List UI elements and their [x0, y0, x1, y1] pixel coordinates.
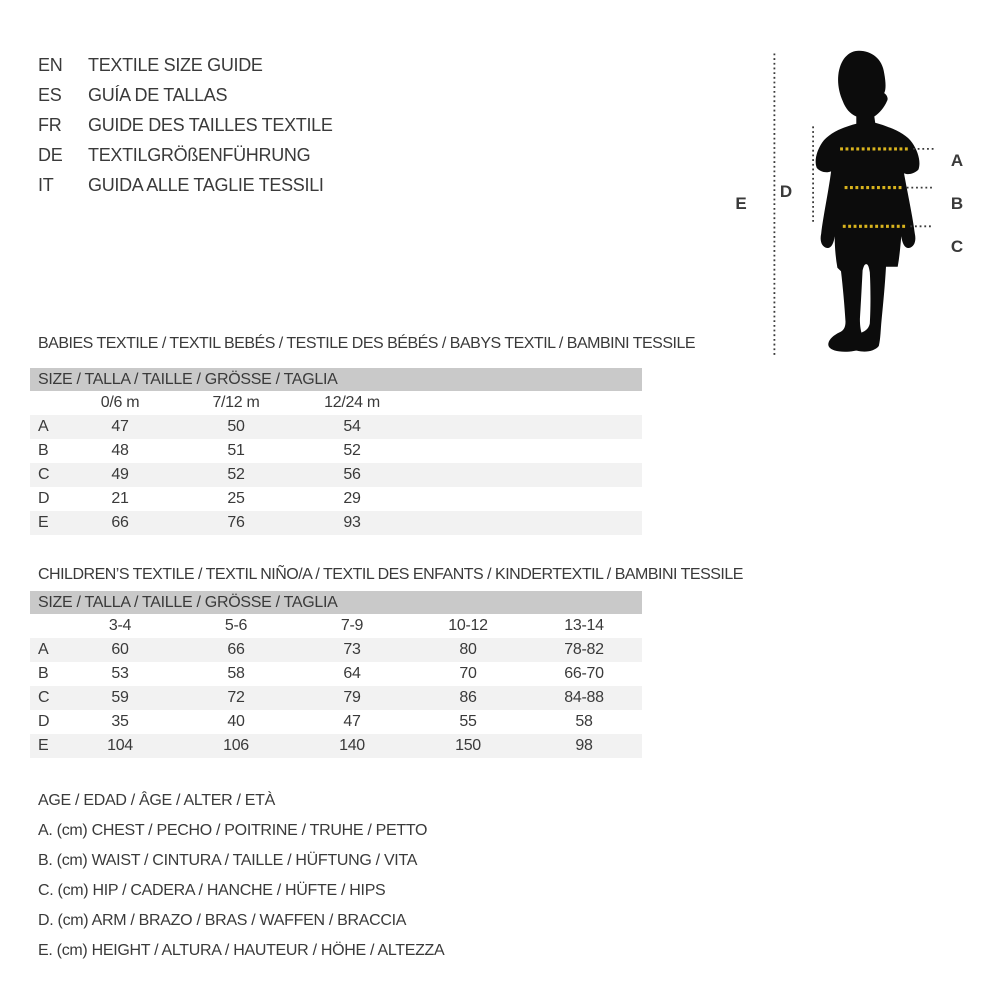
table-cell: 80 — [459, 641, 477, 658]
legend-line-arm: D. (cm) ARM / BRAZO / BRAS / WAFFEN / BRACCIA — [38, 912, 407, 929]
babies-column-header-row — [30, 391, 642, 415]
table-row — [30, 439, 642, 463]
column-header: 0/6 m — [100, 394, 140, 411]
table-row — [30, 734, 642, 758]
babies-section-title: BABIES TEXTILE / TEXTIL BEBÉS / TESTILE DES BÉBÉS / BABYS TEXTIL / BAMBINI TESSILE — [38, 335, 696, 352]
row-label: B — [38, 442, 49, 459]
language-row — [38, 50, 333, 80]
row-label: A — [38, 641, 49, 658]
column-header: 12/24 m — [324, 394, 380, 411]
children-column-header-row — [30, 614, 642, 638]
table-cell: 48 — [111, 442, 129, 459]
table-cell: 29 — [343, 490, 361, 507]
table-row — [30, 662, 642, 686]
babies-size-header-bar: SIZE / TALLA / TAILLE / GRÖSSE / TAGLIA — [30, 368, 642, 391]
language-row — [38, 80, 333, 110]
measure-label-b: B — [950, 194, 964, 213]
table-cell: 40 — [227, 713, 245, 730]
table-cell: 51 — [227, 442, 245, 459]
legend-line-hip: C. (cm) HIP / CADERA / HANCHE / HÜFTE / HIPS — [38, 882, 386, 899]
table-cell: 47 — [111, 418, 129, 435]
measure-label-c: C — [950, 237, 964, 256]
row-label: E — [38, 514, 49, 531]
table-cell: 59 — [111, 689, 129, 706]
table-cell: 84-88 — [564, 689, 604, 706]
table-cell: 70 — [459, 665, 477, 682]
table-cell: 52 — [227, 466, 245, 483]
table-cell: 66 — [111, 514, 129, 531]
table-cell: 25 — [227, 490, 245, 507]
children-section-title: CHILDREN’S TEXTILE / TEXTIL NIÑO/A / TEXTIL DES ENFANTS / KINDERTEXTIL / BAMBINI TESSILE — [38, 566, 743, 583]
language-code: ES — [38, 84, 62, 105]
language-code: DE — [38, 144, 63, 165]
row-label: B — [38, 665, 49, 682]
language-title-list — [38, 50, 333, 200]
legend-line-height: E. (cm) HEIGHT / ALTURA / HAUTEUR / HÖHE / ALTEZZA — [38, 942, 445, 959]
table-cell: 66 — [227, 641, 245, 658]
table-cell: 64 — [343, 665, 361, 682]
table-cell: 106 — [223, 737, 249, 754]
language-code: FR — [38, 114, 62, 135]
table-cell: 21 — [111, 490, 129, 507]
row-label: C — [38, 466, 50, 483]
legend-line-age: AGE / EDAD / ÂGE / ALTER / ETÀ — [38, 792, 275, 809]
measurement-legend — [38, 786, 444, 966]
table-row — [30, 710, 642, 734]
table-cell: 58 — [575, 713, 593, 730]
legend-line-waist: B. (cm) WAIST / CINTURA / TAILLE / HÜFTUNG / VITA — [38, 852, 418, 869]
guide-title: GUIDA ALLE TAGLIE TESSILI — [88, 174, 324, 195]
guide-title: GUÍA DE TALLAS — [88, 84, 228, 105]
table-cell: 73 — [343, 641, 361, 658]
table-row — [30, 511, 642, 535]
legend-line-chest: A. (cm) CHEST / PECHO / POITRINE / TRUHE / PETTO — [38, 822, 428, 839]
column-header: 13-14 — [564, 617, 604, 634]
table-cell: 78-82 — [564, 641, 604, 658]
measure-label-e: E — [735, 194, 747, 213]
column-header: 10-12 — [448, 617, 488, 634]
table-cell: 98 — [575, 737, 593, 754]
guide-title: TEXTILGRÖßENFÜHRUNG — [88, 144, 311, 165]
table-cell: 76 — [227, 514, 245, 531]
language-row — [38, 110, 333, 140]
child-silhouette — [816, 51, 920, 352]
row-label: D — [38, 713, 50, 730]
table-cell: 58 — [227, 665, 245, 682]
table-row — [30, 686, 642, 710]
table-cell: 47 — [343, 713, 361, 730]
table-cell: 53 — [111, 665, 129, 682]
language-code: EN — [38, 54, 63, 75]
guide-title: GUIDE DES TAILLES TEXTILE — [88, 114, 333, 135]
measure-label-d: D — [779, 182, 793, 201]
table-cell: 50 — [227, 418, 245, 435]
table-cell: 86 — [459, 689, 477, 706]
table-cell: 49 — [111, 466, 129, 483]
column-header: 7-9 — [340, 617, 364, 634]
table-row — [30, 487, 642, 511]
table-cell: 56 — [343, 466, 361, 483]
row-label: C — [38, 689, 50, 706]
measurement-figure — [700, 40, 1000, 400]
table-row — [30, 638, 642, 662]
table-cell: 35 — [111, 713, 129, 730]
table-row — [30, 463, 642, 487]
babies-size-table — [30, 368, 642, 535]
table-cell: 104 — [107, 737, 133, 754]
row-label: A — [38, 418, 49, 435]
table-row — [30, 415, 642, 439]
table-cell: 52 — [343, 442, 361, 459]
row-label: D — [38, 490, 50, 507]
measure-label-a: A — [950, 151, 964, 170]
table-cell: 140 — [339, 737, 365, 754]
column-header: 7/12 m — [212, 394, 260, 411]
guide-title: TEXTILE SIZE GUIDE — [88, 54, 263, 75]
table-cell: 79 — [343, 689, 361, 706]
table-cell: 60 — [111, 641, 129, 658]
column-header: 3-4 — [108, 617, 132, 634]
language-row — [38, 140, 333, 170]
column-header: 5-6 — [224, 617, 248, 634]
table-cell: 66-70 — [564, 665, 604, 682]
row-label: E — [38, 737, 49, 754]
table-cell: 54 — [343, 418, 361, 435]
language-code: IT — [38, 174, 54, 195]
table-cell: 150 — [455, 737, 481, 754]
language-row — [38, 170, 333, 200]
table-cell: 93 — [343, 514, 361, 531]
children-size-header-bar: SIZE / TALLA / TAILLE / GRÖSSE / TAGLIA — [30, 591, 642, 614]
table-cell: 72 — [227, 689, 245, 706]
children-size-table — [30, 591, 642, 758]
table-cell: 55 — [459, 713, 477, 730]
